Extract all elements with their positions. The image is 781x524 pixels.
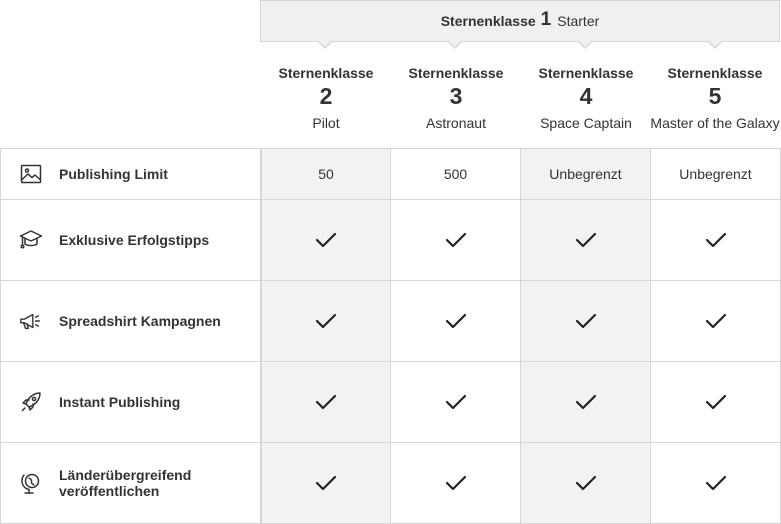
tier-label: Sternenklasse [538, 65, 634, 81]
globe-icon [19, 471, 43, 495]
feature-cell [0, 200, 260, 280]
value-cell [520, 443, 650, 523]
tier-label: Sternenklasse [667, 65, 763, 81]
check-icon [575, 393, 597, 411]
tier-number: 5 [708, 83, 722, 109]
value-cell [520, 281, 650, 361]
value-cell [390, 200, 520, 280]
banner-notch [577, 41, 593, 49]
value-cell: 50 [260, 149, 390, 199]
check-icon [315, 312, 337, 330]
check-icon [315, 231, 337, 249]
check-icon [575, 312, 597, 330]
tier-header-5 [650, 64, 780, 134]
feature-label: Instant Publishing [59, 394, 181, 410]
megaphone-icon [19, 309, 43, 333]
value-cell [650, 281, 781, 361]
table-row [0, 199, 781, 280]
check-icon [575, 474, 597, 492]
feature-label: Exklusive Erfolgstipps [59, 232, 210, 248]
banner-label: Sternenklasse [440, 13, 536, 29]
tier-label: Sternenklasse [278, 65, 374, 81]
feature-label: Publishing Limit [59, 166, 168, 182]
banner-name: Starter [557, 13, 600, 29]
value-cell [260, 443, 390, 523]
check-icon [705, 231, 727, 249]
check-icon [315, 393, 337, 411]
tier-number: 2 [319, 83, 333, 109]
value-cell: Unbegrenzt [520, 149, 650, 199]
tier-header-2 [261, 64, 391, 134]
check-icon [445, 312, 467, 330]
banner-notch [707, 41, 723, 49]
tier-header-4 [521, 64, 651, 134]
image-icon [19, 162, 43, 186]
tier-name: Astronaut [426, 115, 486, 131]
banner-notch [447, 41, 463, 49]
value-cell: 500 [390, 149, 520, 199]
value-cell [650, 362, 781, 442]
table-row [0, 442, 781, 524]
value-cell [260, 200, 390, 280]
table-row [0, 148, 781, 199]
table-row [0, 361, 781, 442]
tier-header-3 [391, 64, 521, 134]
value-cell [260, 362, 390, 442]
tier-name: Pilot [312, 115, 340, 131]
tier-number: 4 [579, 83, 593, 109]
check-icon [445, 474, 467, 492]
rocket-icon [19, 390, 43, 414]
value-cell [520, 200, 650, 280]
feature-cell [0, 362, 260, 442]
check-icon [705, 312, 727, 330]
value-cell [390, 362, 520, 442]
check-icon [705, 474, 727, 492]
banner-number: 1 [540, 9, 552, 30]
feature-label: Spreadshirt Kampagnen [59, 313, 221, 329]
value-cell [260, 281, 390, 361]
graduation-cap-icon [19, 228, 43, 252]
value-cell [520, 362, 650, 442]
feature-label: Länderübergreifend veröffentlichen [59, 467, 192, 499]
check-icon [575, 231, 597, 249]
value-cell [390, 281, 520, 361]
feature-cell [0, 149, 260, 199]
tier-name: Master of the Galaxy [650, 115, 780, 131]
feature-cell [0, 281, 260, 361]
feature-cell [0, 443, 260, 523]
check-icon [445, 393, 467, 411]
feature-comparison-table [0, 148, 781, 524]
check-icon [705, 393, 727, 411]
value-cell: Unbegrenzt [650, 149, 781, 199]
tier-label: Sternenklasse [408, 65, 504, 81]
tier-number: 3 [449, 83, 463, 109]
check-icon [445, 231, 467, 249]
banner-notch [317, 41, 333, 49]
tier-name: Space Captain [540, 115, 632, 131]
value-cell [650, 443, 781, 523]
check-icon [315, 474, 337, 492]
value-cell [650, 200, 781, 280]
table-row [0, 280, 781, 361]
value-cell [390, 443, 520, 523]
tier-1-banner [260, 0, 780, 42]
